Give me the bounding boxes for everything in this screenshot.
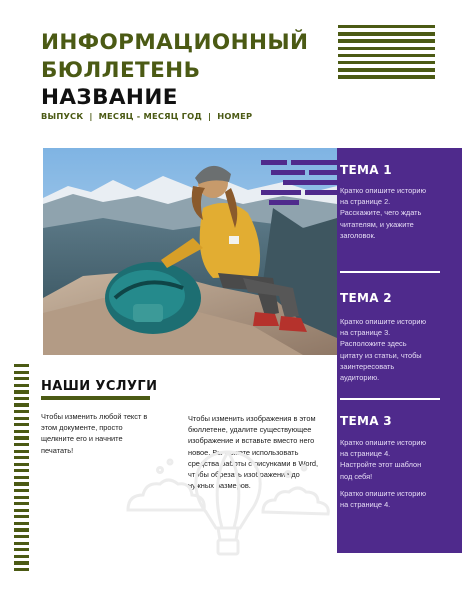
issue-separator: | — [89, 111, 93, 121]
topic-2-title: ТЕМА 2 — [340, 291, 392, 305]
topic-3-text-extra: Кратко опишите историю на странице 4. — [340, 489, 427, 510]
issue-separator: | — [208, 111, 212, 121]
newsletter-title-line-1: ИНФОРМАЦИОННЫЙ — [41, 30, 309, 55]
services-underline — [41, 396, 150, 400]
decorative-stripes-left — [14, 364, 29, 575]
issue-line — [41, 111, 252, 121]
topic-3-title: ТЕМА 3 — [340, 414, 392, 428]
newsletter-title-line-3: НАЗВАНИЕ — [41, 85, 178, 110]
topic-divider — [340, 271, 440, 273]
issue-label: ВЫПУСК — [41, 111, 84, 121]
services-column-1: Чтобы изменить любой текст в этом документе, просто щелкните его и начните печатать! — [41, 412, 148, 455]
topic-divider — [340, 398, 440, 400]
services-column-2: Чтобы изменить изображения в этом бюллетене, удалите существующее изображение и вставьте вместо него новое. Вы можете использовать средства работы с рисунками в Word, чтобы обрезать изображение до нужных размеров. — [188, 414, 319, 491]
issue-number: НОМЕР — [217, 111, 253, 121]
hot-air-balloon-icon — [118, 440, 338, 558]
topic-2-text: Кратко опишите историю на странице 3. Расположите здесь цитату из статьи, чтобы заинтересовать аудиторию. — [340, 317, 427, 383]
issue-date: МЕСЯЦ - МЕСЯЦ ГОД — [98, 111, 203, 121]
decorative-dashes — [261, 160, 341, 205]
decorative-stripes-top — [338, 25, 435, 83]
newsletter-title-line-2: БЮЛЛЕТЕНЬ — [41, 58, 201, 83]
services-heading: НАШИ УСЛУГИ — [41, 379, 158, 394]
topic-3-text: Кратко опишите историю на странице 4. Настройте этот шаблон под себя! — [340, 438, 427, 481]
topic-1-text: Кратко опишите историю на странице 2. Расскажите, чего ждать читателям, и укажите заголовок. — [340, 186, 427, 240]
topic-1-title: ТЕМА 1 — [340, 163, 392, 177]
